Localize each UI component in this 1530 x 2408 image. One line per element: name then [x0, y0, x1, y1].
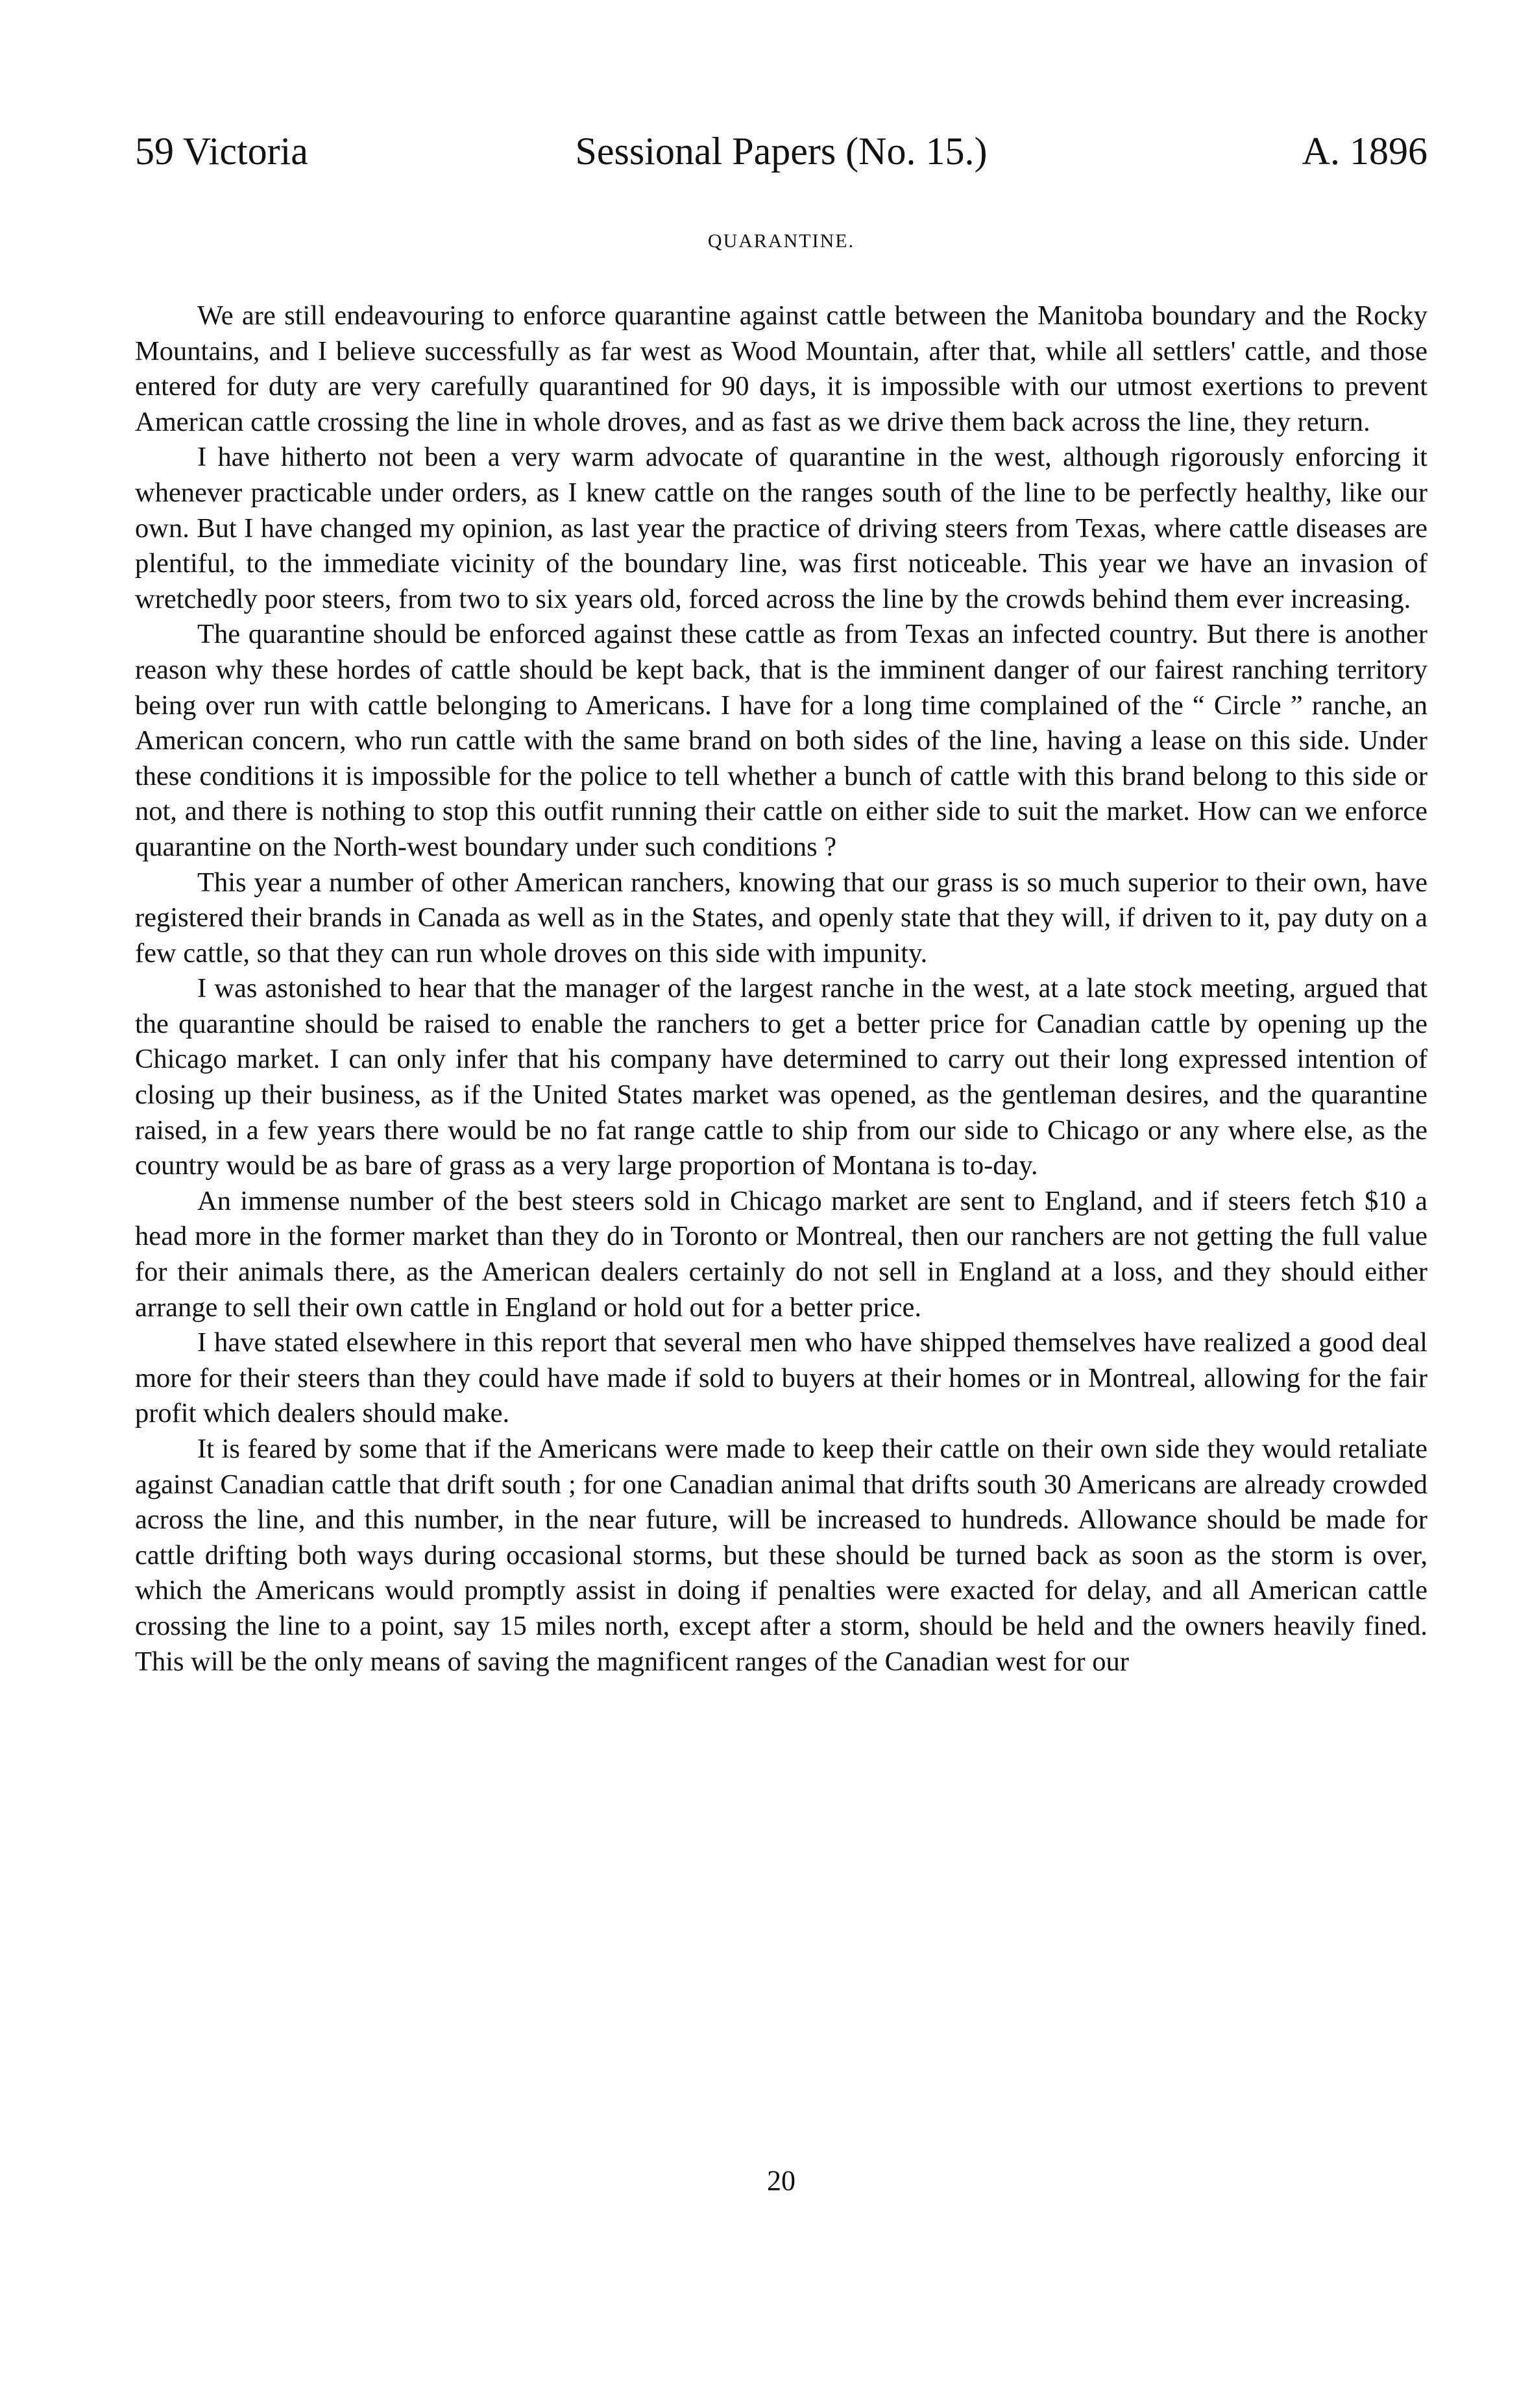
- running-header: [135, 122, 1427, 180]
- document-page: [135, 0, 1427, 2408]
- header-publication: Sessional Papers (No. 15.): [575, 130, 988, 173]
- body-text: [135, 298, 1427, 1680]
- page-number: 20: [767, 2165, 795, 2197]
- paragraph: I have hitherto not been a very warm advocate of quarantine in the west, although rigorously enforcing it whenever practicable under orders, as I knew cattle on the ranges south of the line to be perfectly healthy, like our own. But I have changed my opinion, as last year the practice of driving steers from Texas, where cattle diseases are plentiful, to the immediate vicinity of the boundary line, was first noticeable. This year we have an invasion of wretchedly poor steers, from two to six years old, forced across the line by the crowds behind them ever increasing.: [135, 442, 1427, 614]
- paragraph: This year a number of other American ranchers, knowing that our grass is so much superior to their own, have registered their brands in Canada as well as in the States, and openly state that they will, if driven to it, pay duty on a few cattle, so that they can run whole droves on this side with impunity.: [135, 867, 1427, 969]
- paragraph: It is feared by some that if the Americans were made to keep their cattle on their own side they would retaliate against Canadian cattle that drift south ; for one Canadian animal that drifts south 30 Americans are already crowded across the line, and this number, in the near future, will be increased to hundreds. Allowance should be made for cattle drifting both ways during occasional storms, but these should be turned back as soon as the storm is over, which the Americans would promptly assist in doing if penalties were exacted for delay, and all American cattle crossing the line to a point, say 15 miles north, except after a storm, should be held and the owners heavily fined. This will be the only means of saving the magnificent ranges of the Canadian west for our: [135, 1434, 1427, 1677]
- paragraph: We are still endeavouring to enforce quarantine against cattle between the Manitoba boundary and the Rocky Mountains, and I believe successfully as far west as Wood Mountain, after that, while all settlers' cattle, and those entered for duty are very carefully quarantined for 90 days, it is impossible with our utmost exertions to prevent American cattle crossing the line in whole droves, and as fast as we drive them back across the line, they return.: [135, 300, 1427, 437]
- section-title: QUARANTINE.: [707, 230, 855, 252]
- paragraph: An immense number of the best steers sold in Chicago market are sent to England, and if steers fetch $10 a head more in the former market than they do in Toronto or Montreal, then our ranchers are not getting the full value for their animals there, as the American dealers certainly do not sell in England at a loss, and they should either arrange to sell their own cattle in England or hold out for a better price.: [135, 1185, 1427, 1323]
- paragraph: I was astonished to hear that the manager of the largest ranche in the west, at a late stock meeting, argued that the quarantine should be raised to enable the ranchers to get a better price for Canadian cattle by opening up the Chicago market. I can only infer that his company have determined to carry out their long expressed intention of closing up their business, as if the United States market was opened, as the gentleman desires, and the quarantine raised, in a few years there would be no fat range cattle to ship from our side to Chicago or any where else, as the country would be as bare of grass as a very large proportion of Montana is to-day.: [135, 973, 1427, 1181]
- header-volume: 59 Victoria: [135, 130, 308, 173]
- paragraph: I have stated elsewhere in this report that several men who have shipped themselves have realized a good deal more for their steers than they could have made if sold to buyers at their homes or in Montreal, allowing for the fair profit which dealers should make.: [135, 1327, 1427, 1429]
- paragraph: The quarantine should be enforced against these cattle as from Texas an infected country. But there is another reason why these hordes of cattle should be kept back, that is the imminent danger of our fairest ranching territory being over run with cattle belonging to Americans. I have for a long time complained of the “ Circle ” ranche, an American concern, who run cattle with the same brand on both sides of the line, having a lease on this side. Under these conditions it is impossible for the police to tell whether a bunch of cattle with this brand belong to this side or not, and there is nothing to stop this outfit running their cattle on either side to suit the market. How can we enforce quarantine on the North-west boundary under such conditions ?: [135, 619, 1427, 862]
- header-year: A. 1896: [1302, 130, 1427, 173]
